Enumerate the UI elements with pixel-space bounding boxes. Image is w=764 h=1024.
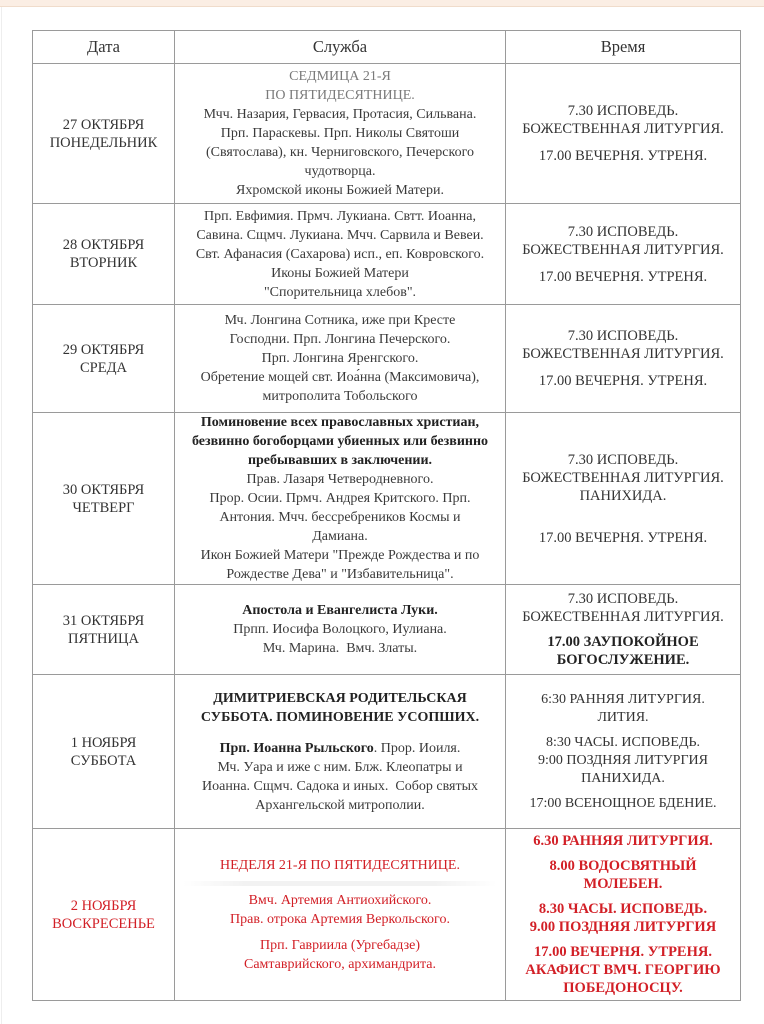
date-day: 1 НОЯБРЯ <box>70 734 137 751</box>
service-line: Прп. Лонгина Яренгского. <box>261 351 419 366</box>
date-weekday: ЧЕТВЕРГ <box>72 499 135 516</box>
date-cell <box>33 413 175 585</box>
service-cell <box>175 585 506 675</box>
date-day: 2 НОЯБРЯ <box>70 897 137 914</box>
service-line: Свт. Афанасия (Сахарова) исп., еп. Ковровского. <box>195 246 485 262</box>
time-cell <box>506 64 741 204</box>
schedule-table <box>32 30 741 1001</box>
service-line: Прав. Лазаря Четверодневного. <box>246 472 434 487</box>
service-title: СЕДМИЦА 21-Я <box>289 69 391 84</box>
time-line: 17.00 ВЕЧЕРНЯ. УТРЕНЯ. <box>538 529 708 546</box>
time-line: 8:30 ЧАСЫ. ИСПОВЕДЬ. <box>545 734 701 750</box>
service-line: Икон Божией Матери "Прежде Рождества и по <box>200 548 480 563</box>
date-cell <box>33 204 175 305</box>
date-weekday: СУББОТА <box>70 752 137 769</box>
time-line: 6.30 РАННЯЯ ЛИТУРГИЯ. <box>533 833 713 849</box>
time-cell <box>506 413 741 585</box>
date-cell <box>33 829 175 1001</box>
service-line: Обретение мощей свт. Иоа́нна (Максимовича), <box>200 370 480 385</box>
time-line: 7.30 ИСПОВЕДЬ. <box>567 328 679 344</box>
table-header <box>33 31 741 64</box>
time-line: 7.30 ИСПОВЕДЬ. <box>567 223 679 240</box>
time-cell <box>506 675 741 829</box>
time-line: 7.30 ИСПОВЕДЬ. <box>567 591 679 607</box>
time-line: 9.00 ПОЗДНЯЯ ЛИТУРГИЯ <box>529 919 717 935</box>
time-line: 8.30 ЧАСЫ. ИСПОВЕДЬ. <box>538 901 708 917</box>
service-line: (Святослава), кн. Черниговского, Печерского <box>205 145 474 160</box>
table-row <box>33 204 741 305</box>
service-line: Иконы Божией Матери <box>271 265 409 281</box>
time-cell <box>506 305 741 413</box>
service-cell <box>175 829 506 1001</box>
service-line: Иоанна. Сщмч. Садока и иных. Собор святых <box>202 778 478 794</box>
service-line: Прп. Евфимия. Прмч. Лукиана. Свтт. Иоанна, <box>204 208 476 224</box>
time-line: БОЖЕСТВЕННАЯ ЛИТУРГИЯ. <box>522 241 724 258</box>
time-cell <box>506 204 741 305</box>
time-cell <box>506 585 741 675</box>
table-row <box>33 675 741 829</box>
service-title: НЕДЕЛЯ 21-Я ПО ПЯТИДЕСЯТНИЦЕ. <box>220 857 460 873</box>
time-line: 17:00 ВСЕНОЩНОЕ БДЕНИЕ. <box>529 795 717 811</box>
service-line: Яхромской иконы Божией Матери. <box>236 183 444 198</box>
service-line: Рождестве Дева" и "Избавительница". <box>226 567 454 582</box>
service-line-rest: . Прор. Иоиля. <box>373 740 461 756</box>
time-line: БОГОСЛУЖЕНИЕ. <box>556 652 690 668</box>
saint-name: Прп. Иоанна Рыльского <box>219 740 374 756</box>
date-cell <box>33 675 175 829</box>
service-line: Самтаврийского, архимандрита. <box>243 956 436 972</box>
table-row <box>33 585 741 675</box>
service-cell <box>175 305 506 413</box>
time-line: 7.30 ИСПОВЕДЬ. <box>567 103 679 119</box>
time-line: ПАНИХИДА. <box>581 770 665 786</box>
service-line: Мч. Лонгина Сотника, иже при Кресте <box>224 313 456 328</box>
date-weekday: ПОНЕДЕЛЬНИК <box>49 134 158 151</box>
time-line: ЛИТИЯ. <box>597 709 649 725</box>
time-line: ПАНИХИДА. <box>579 487 667 504</box>
date-weekday: ВОСКРЕСЕНЬЕ <box>52 915 155 932</box>
service-line: Архангельской митрополии. <box>255 797 425 813</box>
service-line: Прп. Параскевы. Прп. Николы Святоши <box>220 126 460 141</box>
header-time: Время <box>506 31 741 64</box>
service-line: "Спорительница хлебов". <box>263 284 417 300</box>
service-title: пребывавших в заключении. <box>247 453 433 468</box>
service-title: Апостола и Евангелиста Луки. <box>242 603 438 618</box>
service-line: Антония. Мчч. бессребреников Космы и <box>219 510 461 525</box>
date-weekday: ВТОРНИК <box>69 255 138 271</box>
time-line: 17.00 ВЕЧЕРНЯ. УТРЕНЯ. <box>538 373 708 389</box>
service-cell <box>175 204 506 305</box>
service-line: Мчч. Назария, Гервасия, Протасия, Сильвана. <box>203 107 477 122</box>
service-cell <box>175 413 506 585</box>
date-day: 27 ОКТЯБРЯ <box>62 116 145 133</box>
service-line <box>179 739 501 758</box>
time-line: 7.30 ИСПОВЕДЬ. <box>567 451 679 468</box>
date-cell <box>33 585 175 675</box>
service-title: СУББОТА. ПОМИНОВЕНИЕ УСОПШИХ. <box>200 709 480 725</box>
time-line: ПОБЕДОНОСЦУ. <box>563 980 683 996</box>
date-day: 28 ОКТЯБРЯ <box>62 237 145 253</box>
service-line: Прав. отрока Артемия Веркольского. <box>230 911 450 927</box>
service-line: Савина. Сщмч. Лукиана. Мчч. Сарвила и Вевеи. <box>196 227 484 243</box>
time-line: АКАФИСТ ВМЧ. ГЕОРГИЮ <box>525 962 721 978</box>
table-row <box>33 413 741 585</box>
table-row <box>33 305 741 413</box>
service-line: Дамиана. <box>312 529 368 544</box>
time-line: 17.00 ВЕЧЕРНЯ. УТРЕНЯ. <box>538 148 708 164</box>
time-line: 17.00 ВЕЧЕРНЯ. УТРЕНЯ. <box>534 944 712 960</box>
time-line: БОЖЕСТВЕННАЯ ЛИТУРГИЯ. <box>522 609 724 625</box>
service-line: Мч. Марина. Вмч. Златы. <box>262 641 418 656</box>
page-edge <box>1 7 2 1024</box>
service-title: Поминовение всех православных христиан, <box>200 415 480 430</box>
service-line: чудотворца. <box>304 164 376 179</box>
service-cell <box>175 64 506 204</box>
table-row <box>33 829 741 1001</box>
top-bar <box>0 0 764 7</box>
time-line: 6:30 РАННЯЯ ЛИТУРГИЯ. <box>541 691 705 707</box>
date-cell <box>33 305 175 413</box>
service-line: Вмч. Артемия Антиохийского. <box>248 892 432 908</box>
date-weekday: СРЕДА <box>80 359 127 376</box>
time-line: МОЛЕБЕН. <box>583 876 663 892</box>
time-line: 9:00 ПОЗДНЯЯ ЛИТУРГИЯ <box>537 752 708 768</box>
service-line: Прор. Осии. Прмч. Андрея Критского. Прп. <box>209 491 471 506</box>
time-line: 17.00 ВЕЧЕРНЯ. УТРЕНЯ. <box>538 268 708 285</box>
time-line: 17.00 ЗАУПОКОЙНОЕ <box>547 634 699 650</box>
divider <box>183 881 497 886</box>
time-line: 8.00 ВОДОСВЯТНЫЙ <box>549 858 697 874</box>
service-title: безвинно богоборцами убиенных или безвинно <box>191 434 489 449</box>
table-row <box>33 64 741 204</box>
date-cell <box>33 64 175 204</box>
date-day: 31 ОКТЯБРЯ <box>62 612 145 629</box>
service-line: Господни. Прп. Лонгина Печерского. <box>229 332 451 347</box>
time-line: БОЖЕСТВЕННАЯ ЛИТУРГИЯ. <box>522 346 724 362</box>
date-day: 30 ОКТЯБРЯ <box>62 481 145 498</box>
date-weekday: ПЯТНИЦА <box>68 630 139 647</box>
time-line: БОЖЕСТВЕННАЯ ЛИТУРГИЯ. <box>522 469 724 486</box>
service-title: ПО ПЯТИДЕСЯТНИЦЕ. <box>265 88 415 103</box>
header-date: Дата <box>33 31 175 64</box>
header-service: Служба <box>175 31 506 64</box>
service-line: Прп. Гавриила (Ургебадзе) <box>259 937 420 953</box>
date-day: 29 ОКТЯБРЯ <box>62 341 145 358</box>
service-line: митрополита Тобольского <box>262 389 418 404</box>
service-title: ДИМИТРИЕВСКАЯ РОДИТЕЛЬСКАЯ <box>213 690 467 706</box>
service-line: Мч. Уара и иже с ним. Блж. Клеопатры и <box>217 759 463 775</box>
service-line: Прпп. Иосифа Волоцкого, Иулиана. <box>233 622 447 637</box>
time-cell <box>506 829 741 1001</box>
service-cell <box>175 675 506 829</box>
time-line: БОЖЕСТВЕННАЯ ЛИТУРГИЯ. <box>522 121 724 137</box>
